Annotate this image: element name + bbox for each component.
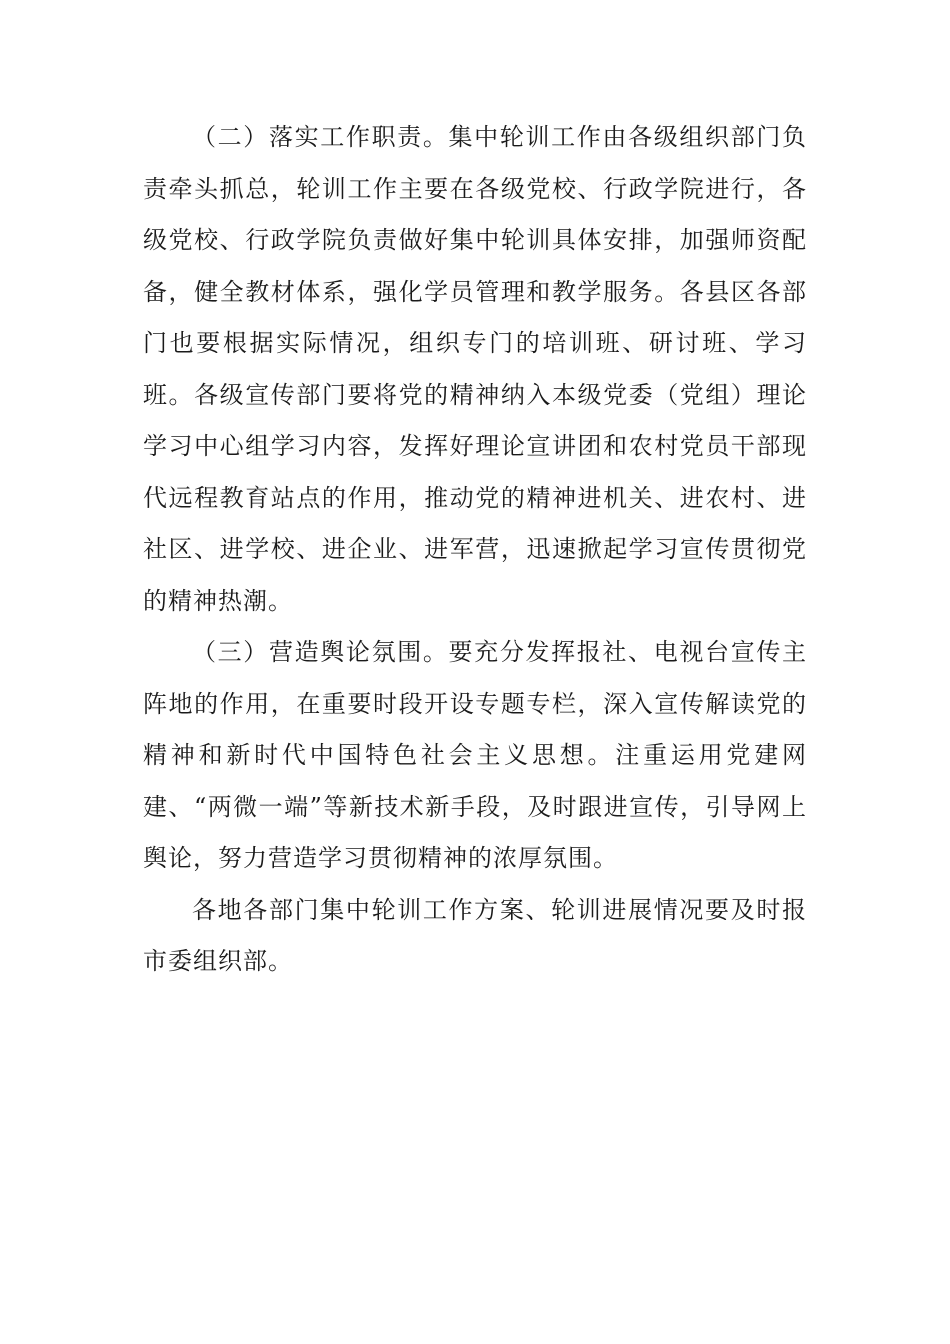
- paragraph-duties: （二）落实工作职责。集中轮训工作由各级组织部门负责牵头抓总，轮训工作主要在各级党校、行政学院进行，各级党校、行政学院负责做好集中轮训具体安排，加强师资配备，健全教材体系，强化学员管理和教学服务。各县区各部门也要根据实际情况，组织专门的培训班、研讨班、学习班。各级宣传部门要将党的精神纳入本级党委（党组）理论学习中心组学习内容，发挥好理论宣讲团和农村党员干部现代远程教育站点的作用，推动党的精神进机关、进农村、进社区、进学校、进企业、进军营，迅速掀起学习宣传贯彻党的精神热潮。: [143, 123, 807, 615]
- document-body: [143, 112, 807, 988]
- paragraph-reporting: 各地各部门集中轮训工作方案、轮训进展情况要及时报市委组织部。: [143, 895, 807, 975]
- paragraph-public-opinion: （三）营造舆论氛围。要充分发挥报社、电视台宣传主阵地的作用，在重要时段开设专题专栏，深入宣传解读党的精神和新时代中国特色社会主义思想。注重运用党建网建、“两微一端”等新技术新手段，及时跟进宣传，引导网上舆论，努力营造学习贯彻精神的浓厚氛围。: [143, 638, 807, 872]
